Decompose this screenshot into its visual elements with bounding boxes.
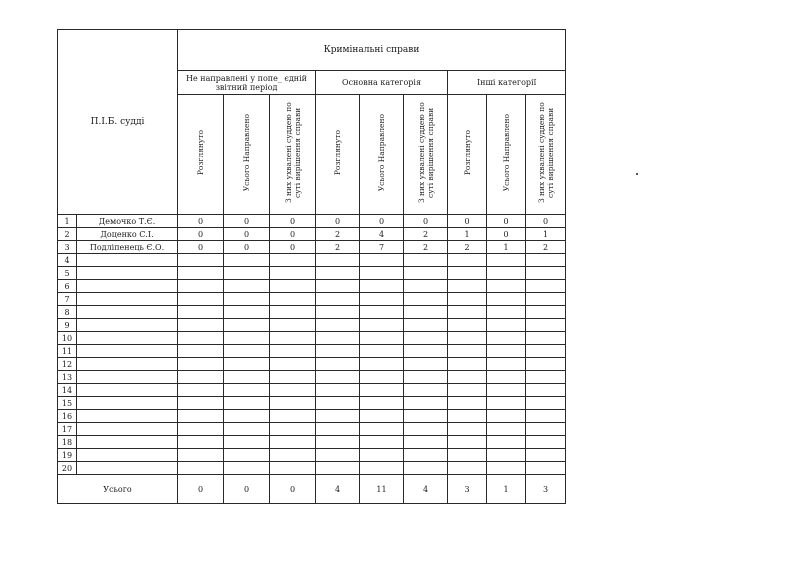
value-cell [404, 449, 448, 462]
value-cell [526, 332, 566, 345]
value-cell [526, 436, 566, 449]
table-row [58, 306, 566, 319]
judge-name [77, 462, 178, 475]
value-cell [487, 345, 526, 358]
total-value: 3 [448, 475, 487, 504]
value-cell [448, 423, 487, 436]
value-cell [526, 254, 566, 267]
value-cell [448, 254, 487, 267]
value-cell [487, 423, 526, 436]
value-cell: 1 [448, 228, 487, 241]
judge-name [77, 449, 178, 462]
report-table [57, 29, 566, 504]
value-cell: 0 [178, 241, 224, 254]
table-row [58, 436, 566, 449]
value-cell [178, 306, 224, 319]
value-cell [270, 358, 316, 371]
value-cell [487, 332, 526, 345]
value-cell [404, 397, 448, 410]
value-cell: 2 [316, 241, 360, 254]
row-number: 18 [58, 436, 77, 449]
value-cell [224, 306, 270, 319]
row-number: 11 [58, 345, 77, 358]
value-cell: 7 [360, 241, 404, 254]
value-cell: 2 [404, 241, 448, 254]
table-row [58, 410, 566, 423]
judge-name [77, 267, 178, 280]
value-cell [360, 267, 404, 280]
total-label: Усього [58, 475, 178, 504]
value-cell [178, 436, 224, 449]
total-value: 1 [487, 475, 526, 504]
value-cell [316, 345, 360, 358]
value-cell [316, 423, 360, 436]
value-cell [316, 293, 360, 306]
row-number: 15 [58, 397, 77, 410]
value-cell: 2 [526, 241, 566, 254]
value-cell [224, 358, 270, 371]
judge-name: Демочко Т.Є. [77, 215, 178, 228]
value-cell [270, 345, 316, 358]
row-number: 20 [58, 462, 77, 475]
value-cell [360, 462, 404, 475]
value-cell [316, 410, 360, 423]
row-number: 10 [58, 332, 77, 345]
value-cell [360, 436, 404, 449]
total-row [58, 475, 566, 504]
table-row [58, 228, 566, 241]
subheader-decided-by-judge: З них ухвалені суддею по суті вирішення справи [283, 102, 302, 203]
value-cell [224, 371, 270, 384]
value-cell [224, 319, 270, 332]
value-cell [448, 384, 487, 397]
value-cell [316, 358, 360, 371]
value-cell [448, 371, 487, 384]
value-cell [360, 449, 404, 462]
value-cell: 4 [360, 228, 404, 241]
value-cell: 0 [270, 215, 316, 228]
value-cell [487, 306, 526, 319]
value-cell [404, 319, 448, 332]
value-cell [178, 384, 224, 397]
row-number: 7 [58, 293, 77, 306]
total-value: 0 [270, 475, 316, 504]
value-cell [270, 293, 316, 306]
value-cell [178, 397, 224, 410]
value-cell: 0 [224, 241, 270, 254]
table-row [58, 254, 566, 267]
judge-name: Доценко С.І. [77, 228, 178, 241]
value-cell [487, 280, 526, 293]
value-cell [448, 332, 487, 345]
value-cell [448, 449, 487, 462]
judge-name: Подліпенець Є.О. [77, 241, 178, 254]
judge-name [77, 280, 178, 293]
row-number: 1 [58, 215, 77, 228]
value-cell [526, 410, 566, 423]
value-cell [526, 306, 566, 319]
table-row [58, 423, 566, 436]
value-cell [360, 254, 404, 267]
scan-speck [636, 173, 638, 175]
value-cell [360, 345, 404, 358]
value-cell [224, 397, 270, 410]
value-cell [526, 358, 566, 371]
row-number: 2 [58, 228, 77, 241]
value-cell [178, 319, 224, 332]
total-value: 3 [526, 475, 566, 504]
table-row [58, 345, 566, 358]
value-cell [526, 267, 566, 280]
value-cell [360, 358, 404, 371]
table-row [58, 319, 566, 332]
value-cell [526, 319, 566, 332]
total-value: 0 [224, 475, 270, 504]
judge-name [77, 306, 178, 319]
value-cell [316, 280, 360, 293]
row-number: 4 [58, 254, 77, 267]
value-cell [360, 410, 404, 423]
value-cell: 0 [404, 215, 448, 228]
value-cell [316, 332, 360, 345]
value-cell [360, 423, 404, 436]
value-cell [404, 371, 448, 384]
table-row [58, 449, 566, 462]
value-cell [448, 345, 487, 358]
value-cell [270, 423, 316, 436]
value-cell [360, 306, 404, 319]
value-cell [270, 410, 316, 423]
value-cell [178, 293, 224, 306]
value-cell [224, 332, 270, 345]
value-cell [224, 384, 270, 397]
value-cell: 0 [178, 228, 224, 241]
table-row [58, 384, 566, 397]
row-number: 14 [58, 384, 77, 397]
subheader-considered: Розглянуто [333, 129, 343, 176]
value-cell [526, 462, 566, 475]
row-number: 5 [58, 267, 77, 280]
value-cell [404, 280, 448, 293]
value-cell [270, 384, 316, 397]
value-cell [316, 384, 360, 397]
judge-name [77, 319, 178, 332]
value-cell [270, 449, 316, 462]
row-number: 8 [58, 306, 77, 319]
value-cell [224, 293, 270, 306]
judge-name [77, 371, 178, 384]
value-cell: 2 [316, 228, 360, 241]
table-row [58, 280, 566, 293]
value-cell [448, 293, 487, 306]
value-cell [224, 267, 270, 280]
value-cell [270, 319, 316, 332]
value-cell [404, 423, 448, 436]
value-cell [360, 319, 404, 332]
value-cell: 0 [224, 215, 270, 228]
value-cell [270, 306, 316, 319]
row-number: 6 [58, 280, 77, 293]
value-cell [316, 254, 360, 267]
value-cell [178, 371, 224, 384]
value-cell: 0 [487, 228, 526, 241]
value-cell [404, 254, 448, 267]
value-cell [404, 267, 448, 280]
table-row [58, 371, 566, 384]
value-cell [448, 319, 487, 332]
value-cell [526, 384, 566, 397]
value-cell [487, 384, 526, 397]
value-cell: 0 [316, 215, 360, 228]
judge-name [77, 410, 178, 423]
row-number: 16 [58, 410, 77, 423]
value-cell [316, 371, 360, 384]
value-cell [178, 280, 224, 293]
value-cell [224, 436, 270, 449]
value-cell [404, 462, 448, 475]
value-cell [526, 345, 566, 358]
value-cell: 0 [448, 215, 487, 228]
value-cell [270, 397, 316, 410]
value-cell [360, 293, 404, 306]
value-cell [316, 306, 360, 319]
value-cell [487, 267, 526, 280]
value-cell [526, 423, 566, 436]
subheader-considered: Розглянуто [196, 129, 206, 176]
value-cell [487, 358, 526, 371]
value-cell [316, 436, 360, 449]
value-cell [404, 306, 448, 319]
value-cell [178, 462, 224, 475]
value-cell [448, 410, 487, 423]
row-number: 17 [58, 423, 77, 436]
value-cell [360, 371, 404, 384]
row-number: 19 [58, 449, 77, 462]
value-cell: 0 [270, 228, 316, 241]
value-cell [360, 397, 404, 410]
subheader-considered: Розглянуто [462, 129, 472, 176]
table-row [58, 462, 566, 475]
value-cell [404, 384, 448, 397]
row-number: 13 [58, 371, 77, 384]
table-row [58, 267, 566, 280]
value-cell [487, 462, 526, 475]
total-value: 0 [178, 475, 224, 504]
value-cell [487, 371, 526, 384]
judge-name [77, 293, 178, 306]
value-cell [487, 449, 526, 462]
value-cell: 1 [526, 228, 566, 241]
value-cell: 0 [526, 215, 566, 228]
group-header-other-categories: Інші категорії [448, 71, 566, 95]
row-number: 12 [58, 358, 77, 371]
value-cell [487, 410, 526, 423]
table-row [58, 215, 566, 228]
value-cell [270, 332, 316, 345]
judge-name [77, 332, 178, 345]
value-cell: 0 [360, 215, 404, 228]
judge-name [77, 423, 178, 436]
value-cell [526, 293, 566, 306]
value-cell [316, 319, 360, 332]
table-row [58, 241, 566, 254]
judge-name-header: П.І.Б. судді [58, 30, 178, 215]
value-cell [178, 410, 224, 423]
value-cell [526, 371, 566, 384]
value-cell [448, 267, 487, 280]
value-cell [487, 397, 526, 410]
criminal-cases-header: Кримінальні справи [178, 30, 566, 71]
row-number: 9 [58, 319, 77, 332]
value-cell [360, 280, 404, 293]
value-cell [270, 254, 316, 267]
value-cell [270, 267, 316, 280]
value-cell [316, 397, 360, 410]
value-cell [224, 345, 270, 358]
judge-name [77, 397, 178, 410]
value-cell [178, 423, 224, 436]
judge-name [77, 254, 178, 267]
value-cell [448, 436, 487, 449]
value-cell [316, 449, 360, 462]
value-cell [316, 462, 360, 475]
value-cell [178, 345, 224, 358]
value-cell [404, 293, 448, 306]
value-cell [404, 410, 448, 423]
value-cell [487, 254, 526, 267]
value-cell [316, 267, 360, 280]
value-cell [224, 280, 270, 293]
total-value: 4 [316, 475, 360, 504]
subheader-decided-by-judge: З них ухвалені суддею по суті вирішення справи [536, 102, 555, 203]
value-cell [404, 436, 448, 449]
value-cell [178, 254, 224, 267]
value-cell [448, 358, 487, 371]
value-cell [448, 397, 487, 410]
value-cell [178, 449, 224, 462]
value-cell: 1 [487, 241, 526, 254]
value-cell [178, 267, 224, 280]
value-cell [526, 397, 566, 410]
value-cell [487, 293, 526, 306]
value-cell [448, 306, 487, 319]
table-row [58, 397, 566, 410]
value-cell [404, 332, 448, 345]
value-cell: 0 [178, 215, 224, 228]
value-cell: 0 [487, 215, 526, 228]
judge-name [77, 345, 178, 358]
subheader-decided-by-judge: З них ухвалені суддею по суті вирішення справи [416, 102, 435, 203]
value-cell [360, 332, 404, 345]
value-cell [526, 449, 566, 462]
value-cell: 2 [404, 228, 448, 241]
value-cell [448, 280, 487, 293]
judge-name [77, 384, 178, 397]
value-cell [404, 345, 448, 358]
value-cell [404, 358, 448, 371]
subheader-total-sent: Усього Направлено [501, 113, 511, 192]
total-value: 11 [360, 475, 404, 504]
table-row [58, 358, 566, 371]
row-number: 3 [58, 241, 77, 254]
value-cell [448, 462, 487, 475]
judge-name [77, 358, 178, 371]
value-cell [224, 423, 270, 436]
value-cell [270, 436, 316, 449]
value-cell [178, 358, 224, 371]
value-cell [487, 436, 526, 449]
table-row [58, 293, 566, 306]
value-cell [224, 449, 270, 462]
value-cell [360, 384, 404, 397]
value-cell [526, 280, 566, 293]
value-cell [224, 462, 270, 475]
value-cell: 2 [448, 241, 487, 254]
subheader-total-sent: Усього Направлено [377, 113, 387, 192]
value-cell [270, 462, 316, 475]
subheader-total-sent: Усього Направлено [242, 113, 252, 192]
group-header-not-sent: Не направлені у попе_ єдній звітний період [178, 71, 316, 95]
judge-name [77, 436, 178, 449]
value-cell: 0 [270, 241, 316, 254]
value-cell [224, 410, 270, 423]
group-header-main-category: Основна категорія [316, 71, 448, 95]
value-cell [270, 280, 316, 293]
value-cell [487, 319, 526, 332]
value-cell [270, 371, 316, 384]
value-cell [178, 332, 224, 345]
table-row [58, 332, 566, 345]
value-cell [224, 254, 270, 267]
value-cell: 0 [224, 228, 270, 241]
total-value: 4 [404, 475, 448, 504]
